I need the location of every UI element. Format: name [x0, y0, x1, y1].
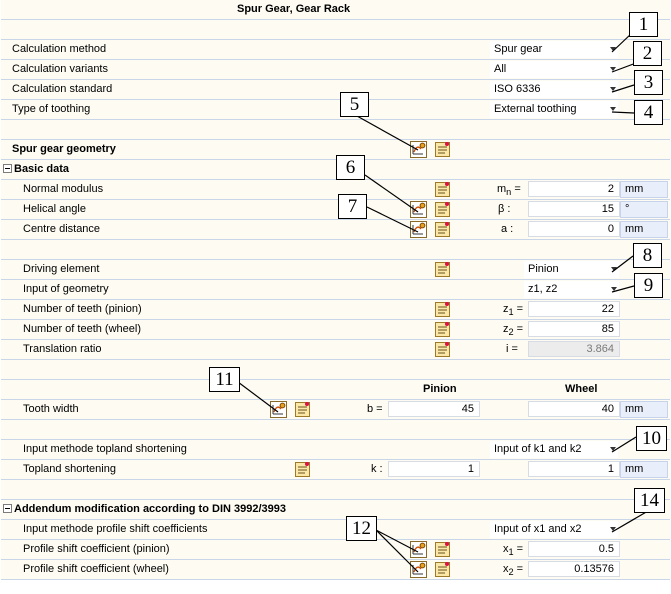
- tooth-width-label: Tooth width: [23, 403, 79, 415]
- x2-label: Profile shift coefficient (wheel): [23, 563, 169, 575]
- input-geometry-row: [1, 280, 670, 300]
- topland-pinion-input[interactable]: 1: [388, 461, 480, 477]
- blank-row: [1, 480, 670, 500]
- notes-icon[interactable]: [434, 261, 451, 278]
- blank-row: [1, 360, 670, 380]
- helical-angle-unit[interactable]: °: [620, 201, 668, 218]
- input-geometry-select[interactable]: z1, z2: [524, 281, 619, 298]
- collapse-toggle[interactable]: [3, 164, 12, 173]
- notes-icon[interactable]: [434, 141, 451, 158]
- callout-6: 6: [336, 155, 365, 180]
- graph-icon[interactable]: [410, 541, 427, 558]
- callout-10: 10: [636, 426, 667, 451]
- ratio-symbol: i =: [506, 343, 518, 355]
- basic-data-heading: Basic data: [14, 163, 70, 175]
- addendum-heading-row: [1, 500, 670, 520]
- driving-element-select[interactable]: Pinion: [524, 261, 619, 278]
- calc-standard-row: [1, 80, 670, 100]
- callout-2: 2: [633, 41, 662, 66]
- tooth-width-pinion-input[interactable]: 45: [388, 401, 480, 417]
- tooth-width-symbol: b =: [367, 403, 383, 415]
- teeth-pinion-label: Number of teeth (pinion): [23, 303, 142, 315]
- callout-1: 1: [629, 12, 658, 37]
- driving-element-row: [1, 260, 670, 280]
- x1-input[interactable]: 0.5: [528, 541, 620, 557]
- x2-symbol: $x_2$ =: [503, 563, 524, 578]
- calc-method-label: Calculation method: [12, 43, 107, 55]
- normal-modulus-row: [1, 180, 670, 200]
- blank-row: [1, 120, 670, 140]
- toothing-type-label: Type of toothing: [12, 103, 91, 115]
- notes-icon[interactable]: [294, 461, 311, 478]
- helical-angle-input[interactable]: 15: [528, 201, 620, 217]
- teeth-pinion-row: [1, 300, 670, 320]
- tooth-width-unit[interactable]: mm: [620, 401, 668, 418]
- profile-method-select[interactable]: Input of x1 and x2: [490, 521, 618, 538]
- teeth-wheel-label: Number of teeth (wheel): [23, 323, 141, 335]
- callout-11: 11: [209, 367, 240, 392]
- notes-icon[interactable]: [434, 561, 451, 578]
- calc-standard-select[interactable]: ISO 6336: [490, 81, 618, 98]
- callout-4: 4: [634, 100, 663, 125]
- modulus-symbol: $m_n$ =: [497, 183, 521, 198]
- profile-method-row: [1, 520, 670, 540]
- input-geometry-label: Input of geometry: [23, 283, 109, 295]
- chevron-down-icon: [610, 107, 616, 111]
- page-title: Spur Gear, Gear Rack: [237, 3, 351, 15]
- teeth-wheel-input[interactable]: 85: [528, 321, 620, 337]
- centre-distance-input[interactable]: 0: [528, 221, 620, 237]
- callout-14: 14: [634, 488, 665, 513]
- notes-icon[interactable]: [434, 541, 451, 558]
- centre-distance-row: [1, 220, 670, 240]
- callout-8: 8: [633, 243, 662, 268]
- centre-distance-symbol: a :: [501, 223, 514, 235]
- notes-icon[interactable]: [434, 201, 451, 218]
- z1-symbol: $z_1$ =: [503, 303, 524, 318]
- topland-symbol: k :: [371, 463, 383, 475]
- chevron-down-icon: [611, 287, 617, 291]
- topland-wheel-input[interactable]: 1: [528, 461, 620, 477]
- normal-modulus-unit[interactable]: mm: [620, 181, 668, 198]
- pinion-column-heading: Pinion: [423, 383, 457, 395]
- calc-variants-label: Calculation variants: [12, 63, 108, 75]
- callout-7: 7: [338, 194, 367, 219]
- x1-row: [1, 540, 670, 560]
- topland-method-select[interactable]: Input of k1 and k2: [490, 441, 618, 458]
- column-headings-row: [1, 380, 670, 400]
- x2-row: [1, 560, 670, 580]
- x2-input[interactable]: 0.13576: [528, 561, 620, 577]
- notes-icon[interactable]: [434, 321, 451, 338]
- graph-icon[interactable]: [410, 201, 427, 218]
- topland-unit[interactable]: mm: [620, 461, 668, 478]
- graph-icon[interactable]: [410, 141, 427, 158]
- callout-5: 5: [340, 92, 369, 117]
- calc-method-select[interactable]: Spur gear: [490, 41, 618, 58]
- toothing-type-row: [1, 100, 670, 120]
- collapse-toggle[interactable]: [3, 504, 12, 513]
- notes-icon[interactable]: [434, 181, 451, 198]
- topland-method-label: Input methode topland shortening: [23, 443, 187, 455]
- driving-element-label: Driving element: [23, 263, 100, 275]
- tooth-width-wheel-input[interactable]: 40: [528, 401, 620, 417]
- topland-label: Topland shortening: [23, 463, 116, 475]
- blank-row: [1, 240, 670, 260]
- title-row: [1, 0, 670, 20]
- notes-icon[interactable]: [434, 341, 451, 358]
- z2-symbol: $z_2$ =: [503, 323, 524, 338]
- teeth-pinion-input[interactable]: 22: [528, 301, 620, 317]
- chevron-down-icon: [610, 87, 616, 91]
- callout-9: 9: [634, 273, 663, 298]
- graph-icon[interactable]: [410, 561, 427, 578]
- calc-standard-label: Calculation standard: [12, 83, 113, 95]
- blank-row: [1, 420, 670, 440]
- centre-distance-unit[interactable]: mm: [620, 221, 668, 238]
- graph-icon[interactable]: [270, 401, 287, 418]
- tooth-width-row: [1, 400, 670, 420]
- chevron-down-icon: [610, 447, 616, 451]
- notes-icon[interactable]: [434, 301, 451, 318]
- chevron-down-icon: [610, 527, 616, 531]
- centre-distance-label: Centre distance: [23, 223, 101, 235]
- graph-icon[interactable]: [410, 221, 427, 238]
- helical-angle-row: [1, 200, 670, 220]
- x1-label: Profile shift coefficient (pinion): [23, 543, 170, 555]
- teeth-wheel-row: [1, 320, 670, 340]
- wheel-column-heading: Wheel: [565, 383, 598, 395]
- normal-modulus-input[interactable]: 2: [528, 181, 620, 197]
- notes-icon[interactable]: [294, 401, 311, 418]
- chevron-down-icon: [611, 267, 617, 271]
- topland-method-row: [1, 440, 670, 460]
- topland-row: [1, 460, 670, 480]
- geometry-heading: Spur gear geometry: [12, 143, 116, 155]
- profile-method-label: Input methode profile shift coefficients: [23, 523, 208, 535]
- x1-symbol: $x_1$ =: [503, 543, 524, 558]
- translation-ratio-row: [1, 340, 670, 360]
- normal-modulus-label: Normal modulus: [23, 183, 104, 195]
- translation-ratio-label: Translation ratio: [23, 343, 102, 355]
- calc-variants-row: [1, 60, 670, 80]
- addendum-heading: Addendum modification according to DIN 3992/3993: [14, 503, 286, 515]
- notes-icon[interactable]: [434, 221, 451, 238]
- toothing-type-select[interactable]: External toothing: [490, 101, 618, 118]
- translation-ratio-value: 3.864: [528, 341, 620, 357]
- chevron-down-icon: [610, 67, 616, 71]
- helical-angle-symbol: β :: [498, 203, 511, 215]
- calc-method-row: [1, 40, 670, 60]
- calc-variants-select[interactable]: All: [490, 61, 618, 78]
- chevron-down-icon: [610, 47, 616, 51]
- callout-3: 3: [634, 70, 663, 95]
- callout-12: 12: [346, 516, 377, 541]
- blank-row: [1, 20, 670, 40]
- helical-angle-label: Helical angle: [23, 203, 86, 215]
